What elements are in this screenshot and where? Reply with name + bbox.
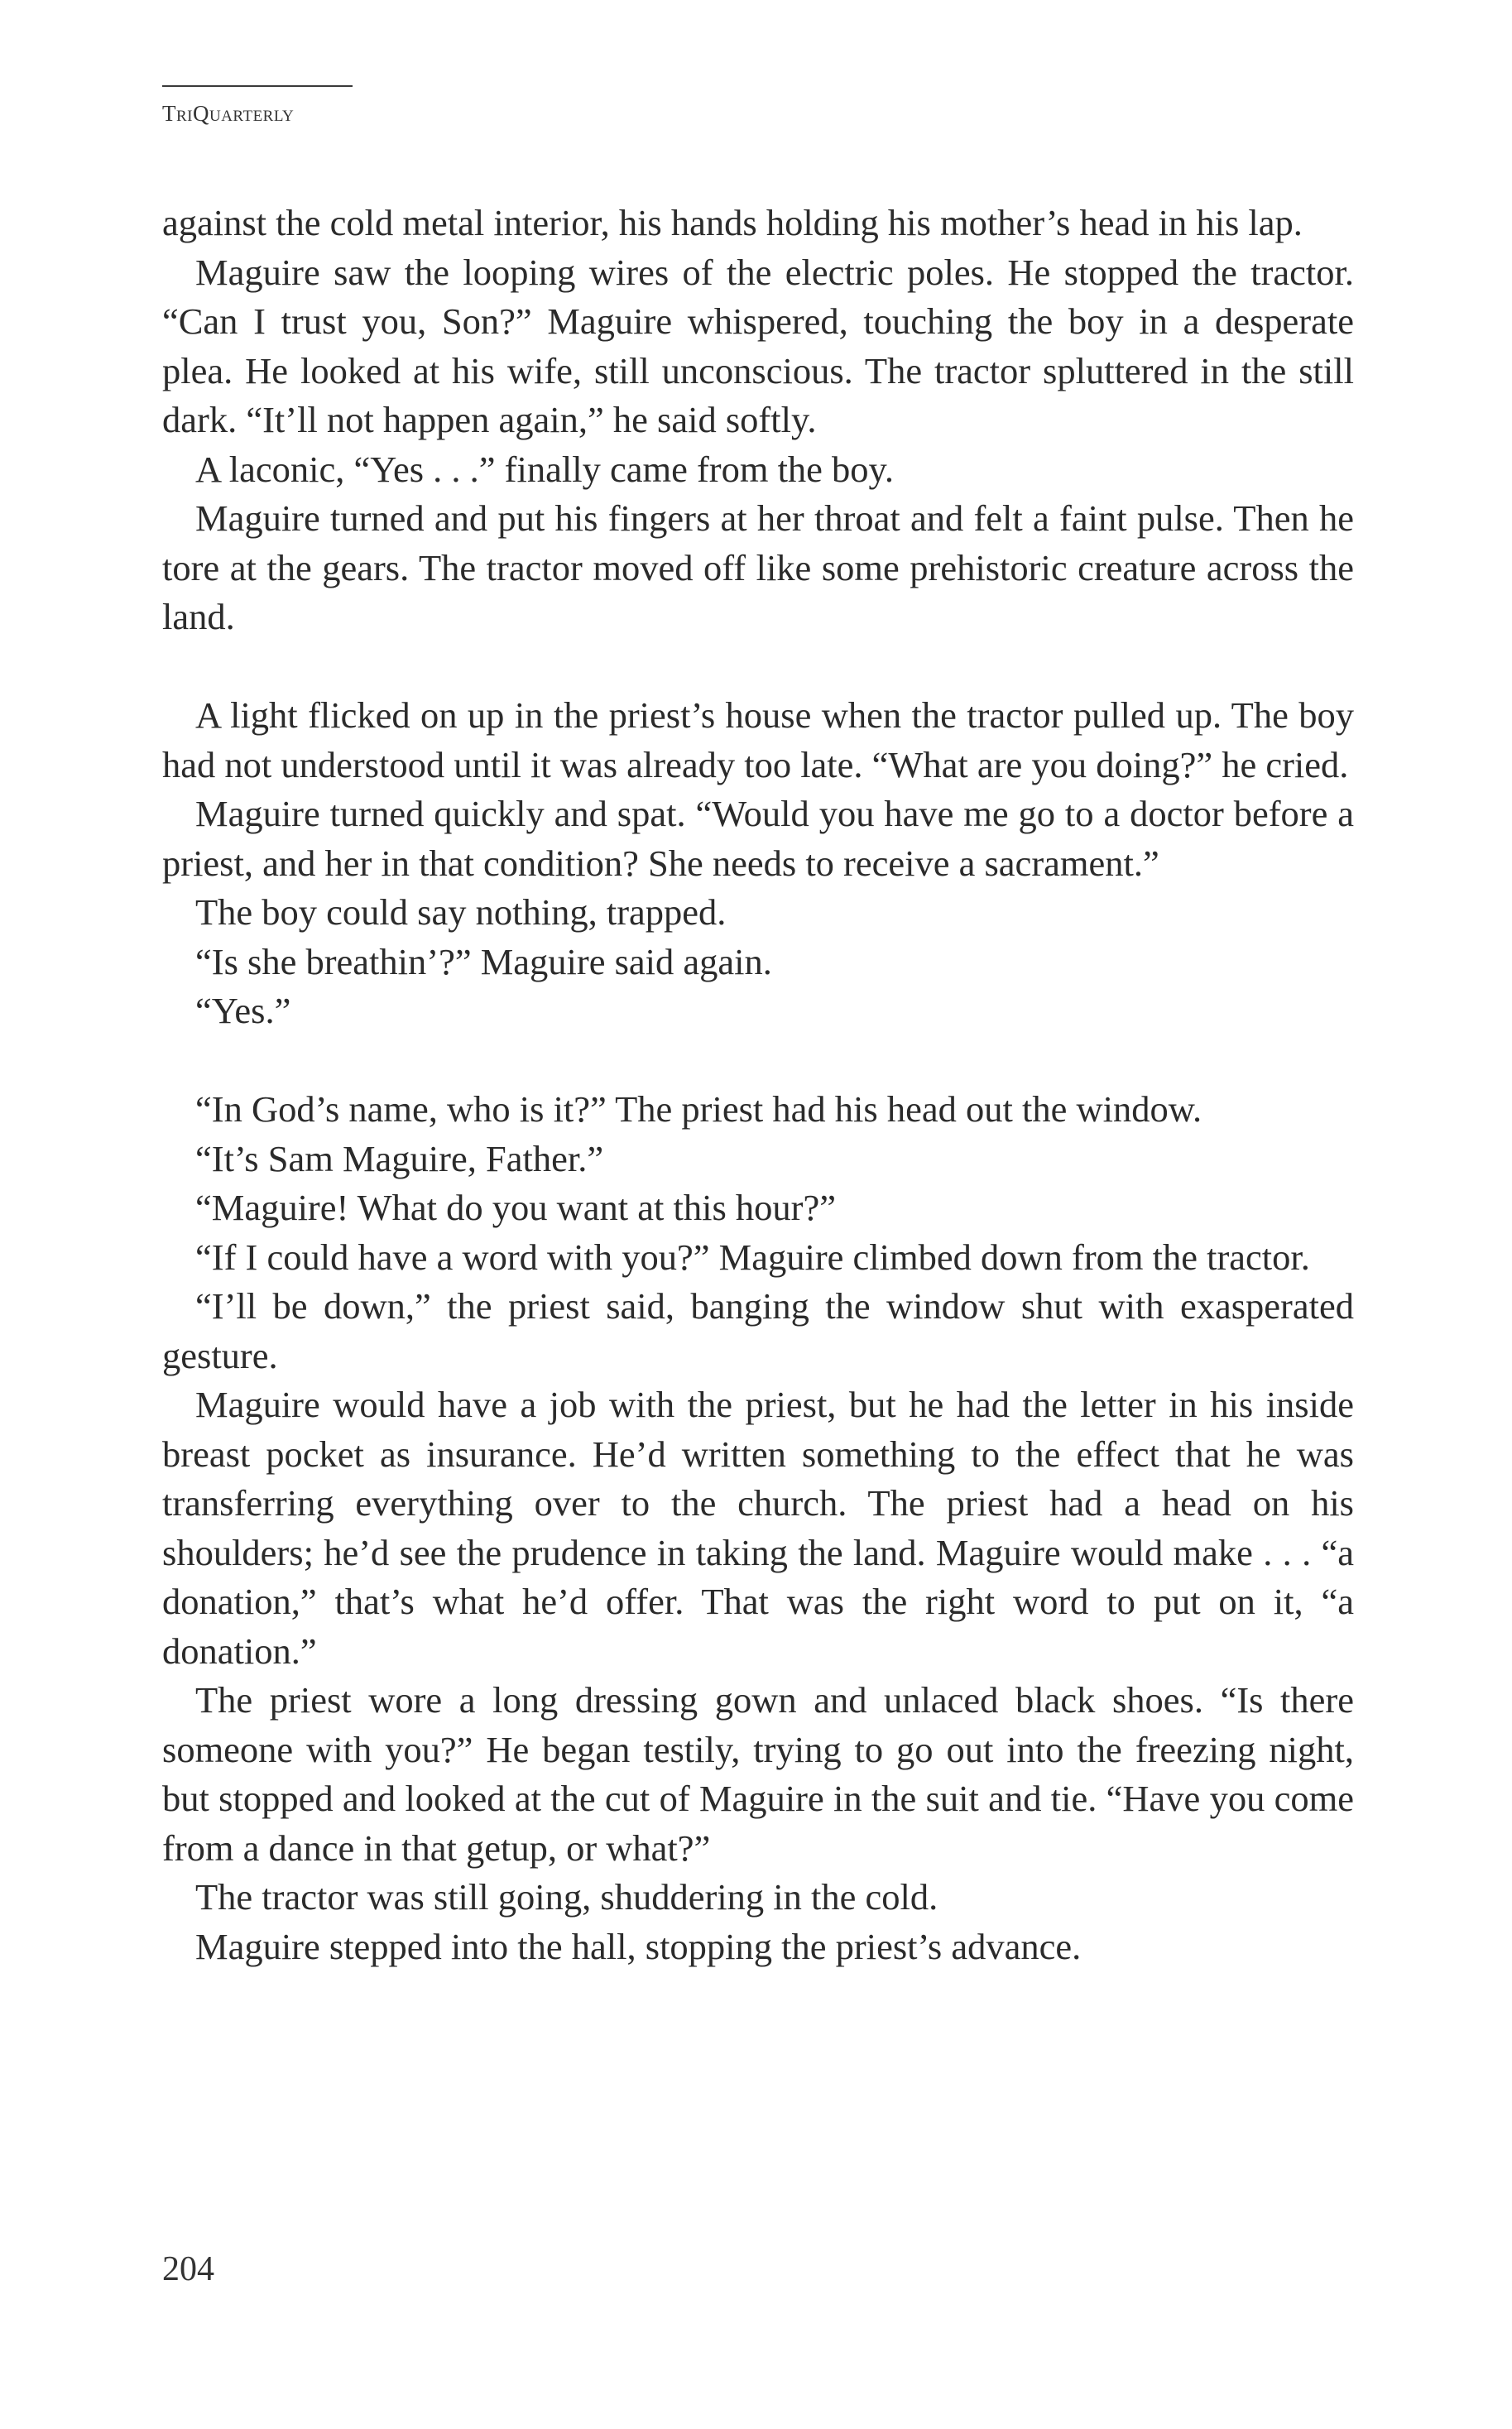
paragraph: Maguire turned quickly and spat. “Would you have me go to a doctor before a priest, and her in that condition? She needs to receive a sacrament.” (162, 793, 1354, 884)
paragraph: “Yes.” (195, 990, 291, 1031)
paragraph: “Is she breathin’?” Maguire said again. (195, 940, 772, 982)
paragraph: The priest wore a long dressing gown and unlaced black shoes. “Is there someone with you?” He began testily, trying to go out into the freezing night, but stopped and looked at the cut of Maguire in the suit and tie. “Have you come from a dance in that getup, or what?” (162, 1679, 1354, 1869)
page-number: 204 (162, 2250, 214, 2288)
paragraph: against the cold metal interior, his hands holding his mother’s head in his lap. (162, 202, 1303, 243)
paragraph: A light flicked on up in the priest’s house when the tractor pulled up. The boy had not understood until it was already too late. “What are you doing?” he cried. (162, 694, 1354, 785)
paragraph: The tractor was still going, shuddering in the cold. (195, 1876, 938, 1918)
running-head: TriQuarterly (162, 101, 295, 126)
paragraph: “Maguire! What do you want at this hour?” (195, 1187, 836, 1228)
paragraph: Maguire would have a job with the priest, but he had the letter in his inside breast pocket as insurance. He’d written something to the effect that he was transferring everything over to the church. The priest had a head on his shoulders; he’d see the prudence in taking the land. Maguire would make . . . “a donation,” that’s what he’d offer. That was the right word to put on it, “a donation.” (162, 1384, 1354, 1672)
paragraph: The boy could say nothing, trapped. (195, 891, 727, 933)
paragraph: A laconic, “Yes . . .” finally came from the boy. (195, 448, 895, 490)
header-rule (162, 85, 353, 87)
paragraph: “I’ll be down,” the priest said, banging the window shut with exasperated gesture. (162, 1285, 1354, 1376)
body-text (162, 199, 1354, 1971)
paragraph: Maguire stepped into the hall, stopping the priest’s advance. (195, 1925, 1082, 1967)
paragraph: “If I could have a word with you?” Maguire climbed down from the tractor. (195, 1236, 1310, 1278)
paragraph: “It’s Sam Maguire, Father.” (195, 1137, 604, 1179)
paragraph: “In God’s name, who is it?” The priest had his head out the window. (195, 1088, 1202, 1130)
paragraph: Maguire saw the looping wires of the electric poles. He stopped the tractor. “Can I trust you, Son?” Maguire whispered, touching the boy in a desperate plea. He looked at his wife, still unconscious. The tractor spluttered in the still dark. “It’ll not happen again,” he said softly. (162, 251, 1354, 440)
paragraph: Maguire turned and put his fingers at her throat and felt a faint pulse. Then he tore at the gears. The tractor moved off like some prehistoric creature across the land. (162, 497, 1354, 637)
